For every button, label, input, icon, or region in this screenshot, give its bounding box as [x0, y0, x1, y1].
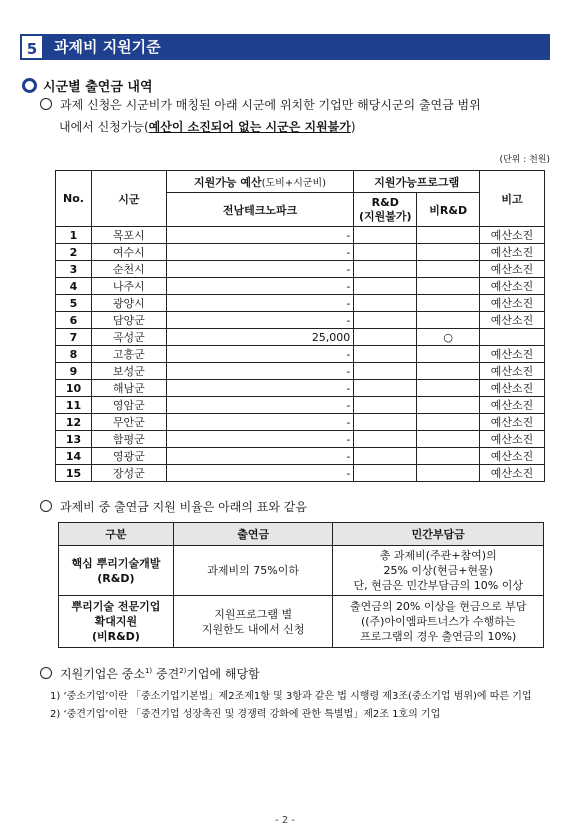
- table-row: [56, 312, 545, 329]
- row-budget: -: [166, 261, 354, 278]
- table-row: [56, 295, 545, 312]
- table-row: [56, 244, 545, 261]
- row-budget: -: [166, 363, 354, 380]
- row-note: 예산소진: [480, 295, 545, 312]
- row-budget: -: [166, 431, 354, 448]
- table-row: [56, 397, 545, 414]
- table-row: [56, 227, 545, 244]
- row-city: 보성군: [91, 363, 166, 380]
- row-note: 예산소진: [480, 312, 545, 329]
- col-header-note: 비고: [480, 171, 545, 227]
- row-note: 예산소진: [480, 431, 545, 448]
- ratio-header-type: 구분: [59, 523, 174, 546]
- bullet-circle-icon: [22, 78, 37, 93]
- row-note: [480, 329, 545, 346]
- intro-paragraph: [40, 94, 550, 138]
- ratio-grant: 과제비의 75%이하: [173, 546, 333, 596]
- row-rnd: [354, 363, 417, 380]
- table-row: [56, 431, 545, 448]
- row-no: 7: [56, 329, 92, 346]
- row-no: 11: [56, 397, 92, 414]
- unit-label: (단위 : 천원): [499, 155, 550, 165]
- eligibility-text-c: 기업에 해당함: [186, 667, 260, 681]
- ratio-header-private: 민간부담금: [333, 523, 544, 546]
- row-no: 3: [56, 261, 92, 278]
- row-no: 15: [56, 465, 92, 482]
- row-city: 함평군: [91, 431, 166, 448]
- row-nonrnd: [417, 380, 480, 397]
- row-city: 목포시: [91, 227, 166, 244]
- intro-line2-a: 내에서 신청가능(: [59, 120, 149, 134]
- subsection-heading: [22, 76, 153, 95]
- row-nonrnd: [417, 278, 480, 295]
- row-city: 순천시: [91, 261, 166, 278]
- intro-line2-c: ): [350, 120, 356, 134]
- row-nonrnd: [417, 244, 480, 261]
- row-note: 예산소진: [480, 278, 545, 295]
- table-row: [59, 546, 544, 596]
- row-rnd: [354, 465, 417, 482]
- row-rnd: [354, 244, 417, 261]
- row-nonrnd: [417, 465, 480, 482]
- row-rnd: [354, 278, 417, 295]
- budget-table: [55, 170, 545, 482]
- table-row: [56, 380, 545, 397]
- row-city: 광양시: [91, 295, 166, 312]
- row-nonrnd: [417, 261, 480, 278]
- ratio-private: 출연금의 20% 이상을 현금으로 부담 ((주)아이엠파트너스가 수행하는 프로그램의 경우 출연금의 10%): [333, 596, 544, 648]
- eligibility-line: [40, 660, 260, 685]
- row-budget: -: [166, 414, 354, 431]
- ratio-grant: 지원프로그램 별 지원한도 내에서 신청: [173, 596, 333, 648]
- hollow-circle-icon: [40, 500, 52, 512]
- ratio-type: 핵심 뿌리기술개발 (R&D): [59, 546, 174, 596]
- row-city: 고흥군: [91, 346, 166, 363]
- ratio-table: [58, 522, 544, 648]
- row-budget: -: [166, 448, 354, 465]
- table-row: [56, 363, 545, 380]
- heading-text: 시군별 출연금 내역: [43, 80, 153, 95]
- row-nonrnd: [417, 295, 480, 312]
- col-header-city: 시군: [91, 171, 166, 227]
- row-city: 영광군: [91, 448, 166, 465]
- row-rnd: [354, 227, 417, 244]
- row-nonrnd: [417, 414, 480, 431]
- table-row: [56, 465, 545, 482]
- row-rnd: [354, 431, 417, 448]
- col-header-org: 전남테크노파크: [166, 193, 354, 227]
- row-rnd: [354, 329, 417, 346]
- row-no: 5: [56, 295, 92, 312]
- row-note: 예산소진: [480, 261, 545, 278]
- row-city: 담양군: [91, 312, 166, 329]
- row-city: 무안군: [91, 414, 166, 431]
- row-rnd: [354, 346, 417, 363]
- ratio-private: 총 과제비(주관+참여)의 25% 이상(현금+현물) 단, 현금은 민간부담금의 10% 이상: [333, 546, 544, 596]
- ratio-intro: [40, 496, 307, 518]
- row-no: 1: [56, 227, 92, 244]
- row-budget: -: [166, 465, 354, 482]
- row-city: 나주시: [91, 278, 166, 295]
- hollow-circle-icon: [40, 667, 52, 679]
- row-nonrnd: [417, 227, 480, 244]
- table-row: [56, 414, 545, 431]
- row-note: 예산소진: [480, 397, 545, 414]
- eligibility-text-b: 중견: [152, 667, 180, 681]
- row-rnd: [354, 295, 417, 312]
- row-rnd: [354, 312, 417, 329]
- row-no: 2: [56, 244, 92, 261]
- col-header-nonrnd: 비R&D: [417, 193, 480, 227]
- col-header-budget: 지원가능 예산(도비+시군비): [166, 171, 354, 193]
- table-row: [59, 596, 544, 648]
- row-note: 예산소진: [480, 448, 545, 465]
- row-city: 해남군: [91, 380, 166, 397]
- col-header-rnd: R&D (지원불가): [354, 193, 417, 227]
- row-no: 10: [56, 380, 92, 397]
- col-header-program: 지원가능프로그램: [354, 171, 480, 193]
- row-city: 영암군: [91, 397, 166, 414]
- row-note: 예산소진: [480, 227, 545, 244]
- row-rnd: [354, 448, 417, 465]
- footnotes: [50, 688, 560, 724]
- row-nonrnd: [417, 397, 480, 414]
- row-no: 6: [56, 312, 92, 329]
- row-budget: -: [166, 295, 354, 312]
- page-number: - 2 -: [275, 815, 295, 826]
- hollow-circle-icon: [40, 98, 52, 110]
- footnote-ref-1: 1): [144, 667, 153, 675]
- footnote-1: 1) ‘중소기업’이란 「중소기업기본법」제2조제1항 및 3항과 같은 법 시행령 제3조(중소기업 범위)에 따른 기업: [50, 691, 532, 702]
- intro-line2-emphasis: 예산이 소진되어 없는 시군은 지원불가: [148, 120, 351, 134]
- eligibility-text-a: 지원기업은 중소: [60, 667, 145, 681]
- row-note: 예산소진: [480, 363, 545, 380]
- table-row: [56, 346, 545, 363]
- row-note: 예산소진: [480, 380, 545, 397]
- row-note: 예산소진: [480, 465, 545, 482]
- row-budget: -: [166, 380, 354, 397]
- row-budget: -: [166, 397, 354, 414]
- table-row: [56, 448, 545, 465]
- ratio-header-grant: 출연금: [173, 523, 333, 546]
- row-budget: -: [166, 312, 354, 329]
- row-note: 예산소진: [480, 346, 545, 363]
- row-budget: -: [166, 227, 354, 244]
- row-city: 여수시: [91, 244, 166, 261]
- row-nonrnd: [417, 431, 480, 448]
- row-no: 14: [56, 448, 92, 465]
- row-no: 4: [56, 278, 92, 295]
- section-title: 과제비 지원기준: [54, 38, 161, 56]
- table-row: [56, 329, 545, 346]
- row-nonrnd: [417, 346, 480, 363]
- row-budget: -: [166, 244, 354, 261]
- row-nonrnd: [417, 448, 480, 465]
- intro-line1: 과제 신청은 시군비가 매칭된 아래 시군에 위치한 기업만 해당시군의 출연금 범위: [60, 98, 481, 112]
- row-city: 곡성군: [91, 329, 166, 346]
- footnote-2: 2) ‘중견기업’이란 「중견기업 성장촉진 및 경쟁력 강화에 관한 특별법」제2조 1호의 기업: [50, 709, 441, 720]
- row-rnd: [354, 261, 417, 278]
- row-note: 예산소진: [480, 414, 545, 431]
- row-note: 예산소진: [480, 244, 545, 261]
- row-rnd: [354, 380, 417, 397]
- row-budget: -: [166, 346, 354, 363]
- footnote-ref-2: 2): [179, 667, 187, 675]
- row-budget: -: [166, 278, 354, 295]
- row-no: 8: [56, 346, 92, 363]
- row-nonrnd: ○: [417, 329, 480, 346]
- row-city: 장성군: [91, 465, 166, 482]
- table-row: [56, 261, 545, 278]
- ratio-intro-text: 과제비 중 출연금 지원 비율은 아래의 표와 같음: [60, 500, 307, 514]
- ratio-type: 뿌리기술 전문기업 확대지원 (비R&D): [59, 596, 174, 648]
- row-no: 13: [56, 431, 92, 448]
- section-number: 5: [20, 34, 44, 60]
- col-header-no: No.: [56, 171, 92, 227]
- section-header: [20, 34, 550, 60]
- table-row: [56, 278, 545, 295]
- row-no: 12: [56, 414, 92, 431]
- row-budget: 25,000: [166, 329, 354, 346]
- row-nonrnd: [417, 312, 480, 329]
- row-rnd: [354, 414, 417, 431]
- row-rnd: [354, 397, 417, 414]
- row-nonrnd: [417, 363, 480, 380]
- row-no: 9: [56, 363, 92, 380]
